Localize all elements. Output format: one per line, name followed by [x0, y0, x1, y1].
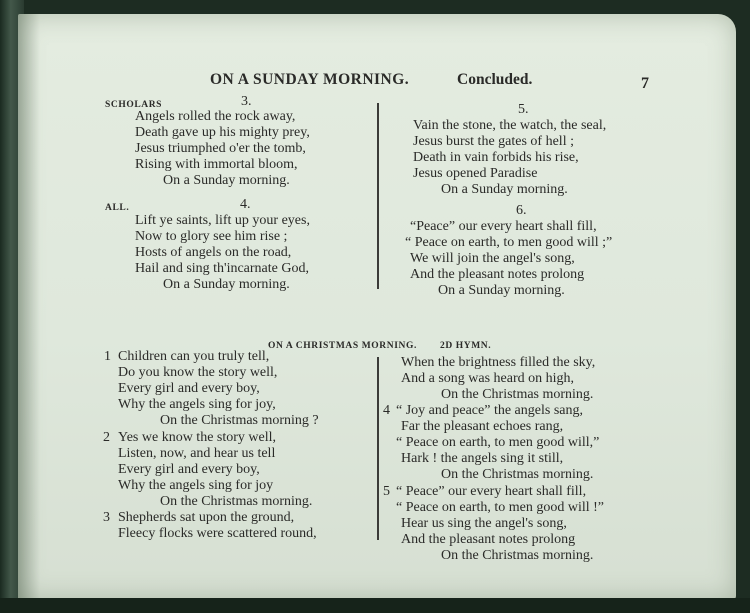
page-title-concluded: Concluded.: [457, 71, 533, 88]
verse-line: Children can you truly tell,: [118, 349, 270, 364]
verse-line: Why the angels sing for joy,: [118, 397, 276, 412]
verse-line: Rising with immortal bloom,: [135, 157, 298, 172]
verse-line: Hear us sing the angel's song,: [401, 516, 567, 531]
verse-line: Fleecy flocks were scattered round,: [118, 526, 317, 541]
verse-number: 3.: [241, 94, 252, 109]
verse-line: When the brightness filled the sky,: [401, 355, 596, 370]
verse-number: 4.: [240, 197, 251, 212]
verse-line: Shepherds sat upon the ground,: [118, 510, 295, 525]
verse-number: 5.: [518, 102, 529, 117]
verse-line: Now to glory see him rise ;: [135, 229, 288, 244]
verse-refrain: On a Sunday morning.: [163, 173, 290, 188]
stanza-number: 3: [103, 510, 110, 525]
verse-refrain: On the Christmas morning.: [441, 387, 594, 402]
verse-line: “ Peace on earth, to men good will !”: [396, 500, 604, 515]
verse-line: Vain the stone, the watch, the seal,: [413, 118, 607, 133]
verse-line: “ Joy and peace” the angels sang,: [396, 403, 583, 418]
column-divider: [377, 103, 379, 289]
verse-line: Listen, now, and hear us tell: [118, 446, 276, 461]
verse-line: Jesus opened Paradise: [413, 166, 538, 181]
verse-line: “Peace” our every heart shall fill,: [410, 219, 597, 234]
verse-label-scholars: SCHOLARS: [105, 100, 163, 110]
verse-refrain: On a Sunday morning.: [163, 277, 290, 292]
section-heading: ON A CHRISTMAS MORNING.: [268, 341, 417, 351]
verse-refrain: On the Christmas morning.: [441, 548, 594, 563]
verse-number: 6.: [516, 203, 527, 218]
verse-line: Do you know the story well,: [118, 365, 278, 380]
verse-line: Lift ye saints, lift up your eyes,: [135, 213, 310, 228]
page-number: 7: [641, 75, 650, 92]
verse-line: Death in vain forbids his rise,: [413, 150, 579, 165]
verse-line: And a song was heard on high,: [401, 371, 575, 386]
verse-line: Why the angels sing for joy: [118, 478, 274, 493]
verse-line: Every girl and every boy,: [118, 462, 260, 477]
section-heading-hymn: 2D HYMN.: [440, 341, 492, 351]
stanza-number: 2: [103, 430, 110, 445]
column-divider: [377, 357, 379, 540]
verse-line: “ Peace on earth, to men good will ;”: [405, 235, 613, 250]
verse-refrain: On the Christmas morning.: [441, 467, 594, 482]
stanza-number: 4: [383, 403, 390, 418]
verse-line: Jesus burst the gates of hell ;: [413, 134, 574, 149]
page-title: ON A SUNDAY MORNING.: [210, 71, 410, 88]
verse-refrain: On the Christmas morning ?: [160, 413, 319, 428]
verse-line: And the pleasant notes prolong: [401, 532, 576, 547]
verse-refrain: On the Christmas morning.: [160, 494, 313, 509]
page-bottom-edge: [0, 598, 750, 613]
verse-line: And the pleasant notes prolong: [410, 267, 585, 282]
verse-refrain: On a Sunday morning.: [441, 182, 568, 197]
verse-line: Yes we know the story well,: [118, 430, 277, 445]
verse-line: Death gave up his mighty prey,: [135, 125, 310, 140]
verse-line: “ Peace on earth, to men good will,”: [396, 435, 600, 450]
verse-line: Jesus triumphed o'er the tomb,: [135, 141, 306, 156]
verse-label-all: ALL.: [105, 203, 130, 213]
verse-line: “ Peace” our every heart shall fill,: [396, 484, 587, 499]
stanza-number: 5: [383, 484, 390, 499]
verse-line: Angels rolled the rock away,: [135, 109, 296, 124]
verse-line: We will join the angel's song,: [410, 251, 575, 266]
verse-line: Hosts of angels on the road,: [135, 245, 292, 260]
verse-line: Hark ! the angels sing it still,: [401, 451, 564, 466]
verse-line: Every girl and every boy,: [118, 381, 260, 396]
stanza-number: 1: [104, 349, 111, 364]
verse-line: Far the pleasant echoes rang,: [401, 419, 564, 434]
page-gutter-shadow: [18, 14, 40, 600]
verse-line: Hail and sing th'incarnate God,: [135, 261, 309, 276]
verse-refrain: On a Sunday morning.: [438, 283, 565, 298]
